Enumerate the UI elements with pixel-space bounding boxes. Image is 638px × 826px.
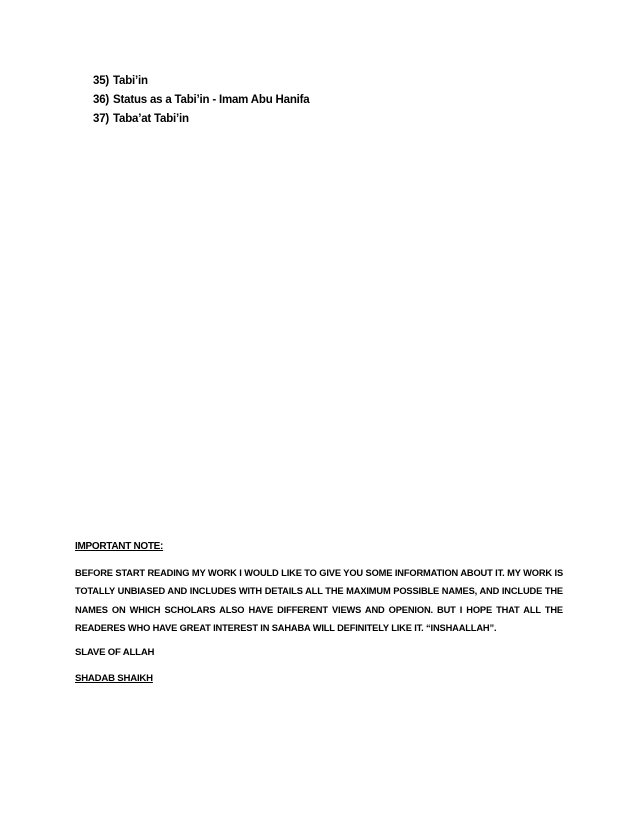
important-note-section xyxy=(75,539,563,697)
toc-item xyxy=(93,110,309,129)
note-body-paragraph: BEFORE START READING MY WORK I WOULD LIKE TO GIVE YOU SOME INFORMATION ABOUT IT. MY WORK IS TOTALLY UNBIASED AND INCLUDES WITH DETAILS ALL THE MAXIMUM POSSIBLE NAMES, AND INCLUDE THE NAMES ON WHICH SCHOLARS ALSO HAVE DIFFERENT VIEWS AND OPENION. BUT I HOPE THAT ALL THE READERES WHO HAVE GREAT INTEREST IN SAHABA WILL DEFINITELY LIKE IT. “INSHAALLAH”. xyxy=(75,568,563,633)
toc-item-label: Tabi’in xyxy=(113,75,148,87)
table-of-contents-list xyxy=(93,72,309,129)
signoff-line: SLAVE OF ALLAH xyxy=(75,647,155,659)
author-name: SHADAB SHAIKH xyxy=(75,673,153,685)
toc-item-label: Taba’at Tabi’in xyxy=(113,113,189,125)
note-heading: IMPORTANT NOTE: xyxy=(75,541,164,552)
toc-item-number: 37) xyxy=(93,113,110,125)
toc-item-number: 36) xyxy=(93,94,110,106)
toc-item xyxy=(93,72,309,91)
toc-item xyxy=(93,91,309,110)
toc-item-number: 35) xyxy=(93,75,110,87)
toc-item-label: Status as a Tabi’in - Imam Abu Hanifa xyxy=(113,94,310,106)
